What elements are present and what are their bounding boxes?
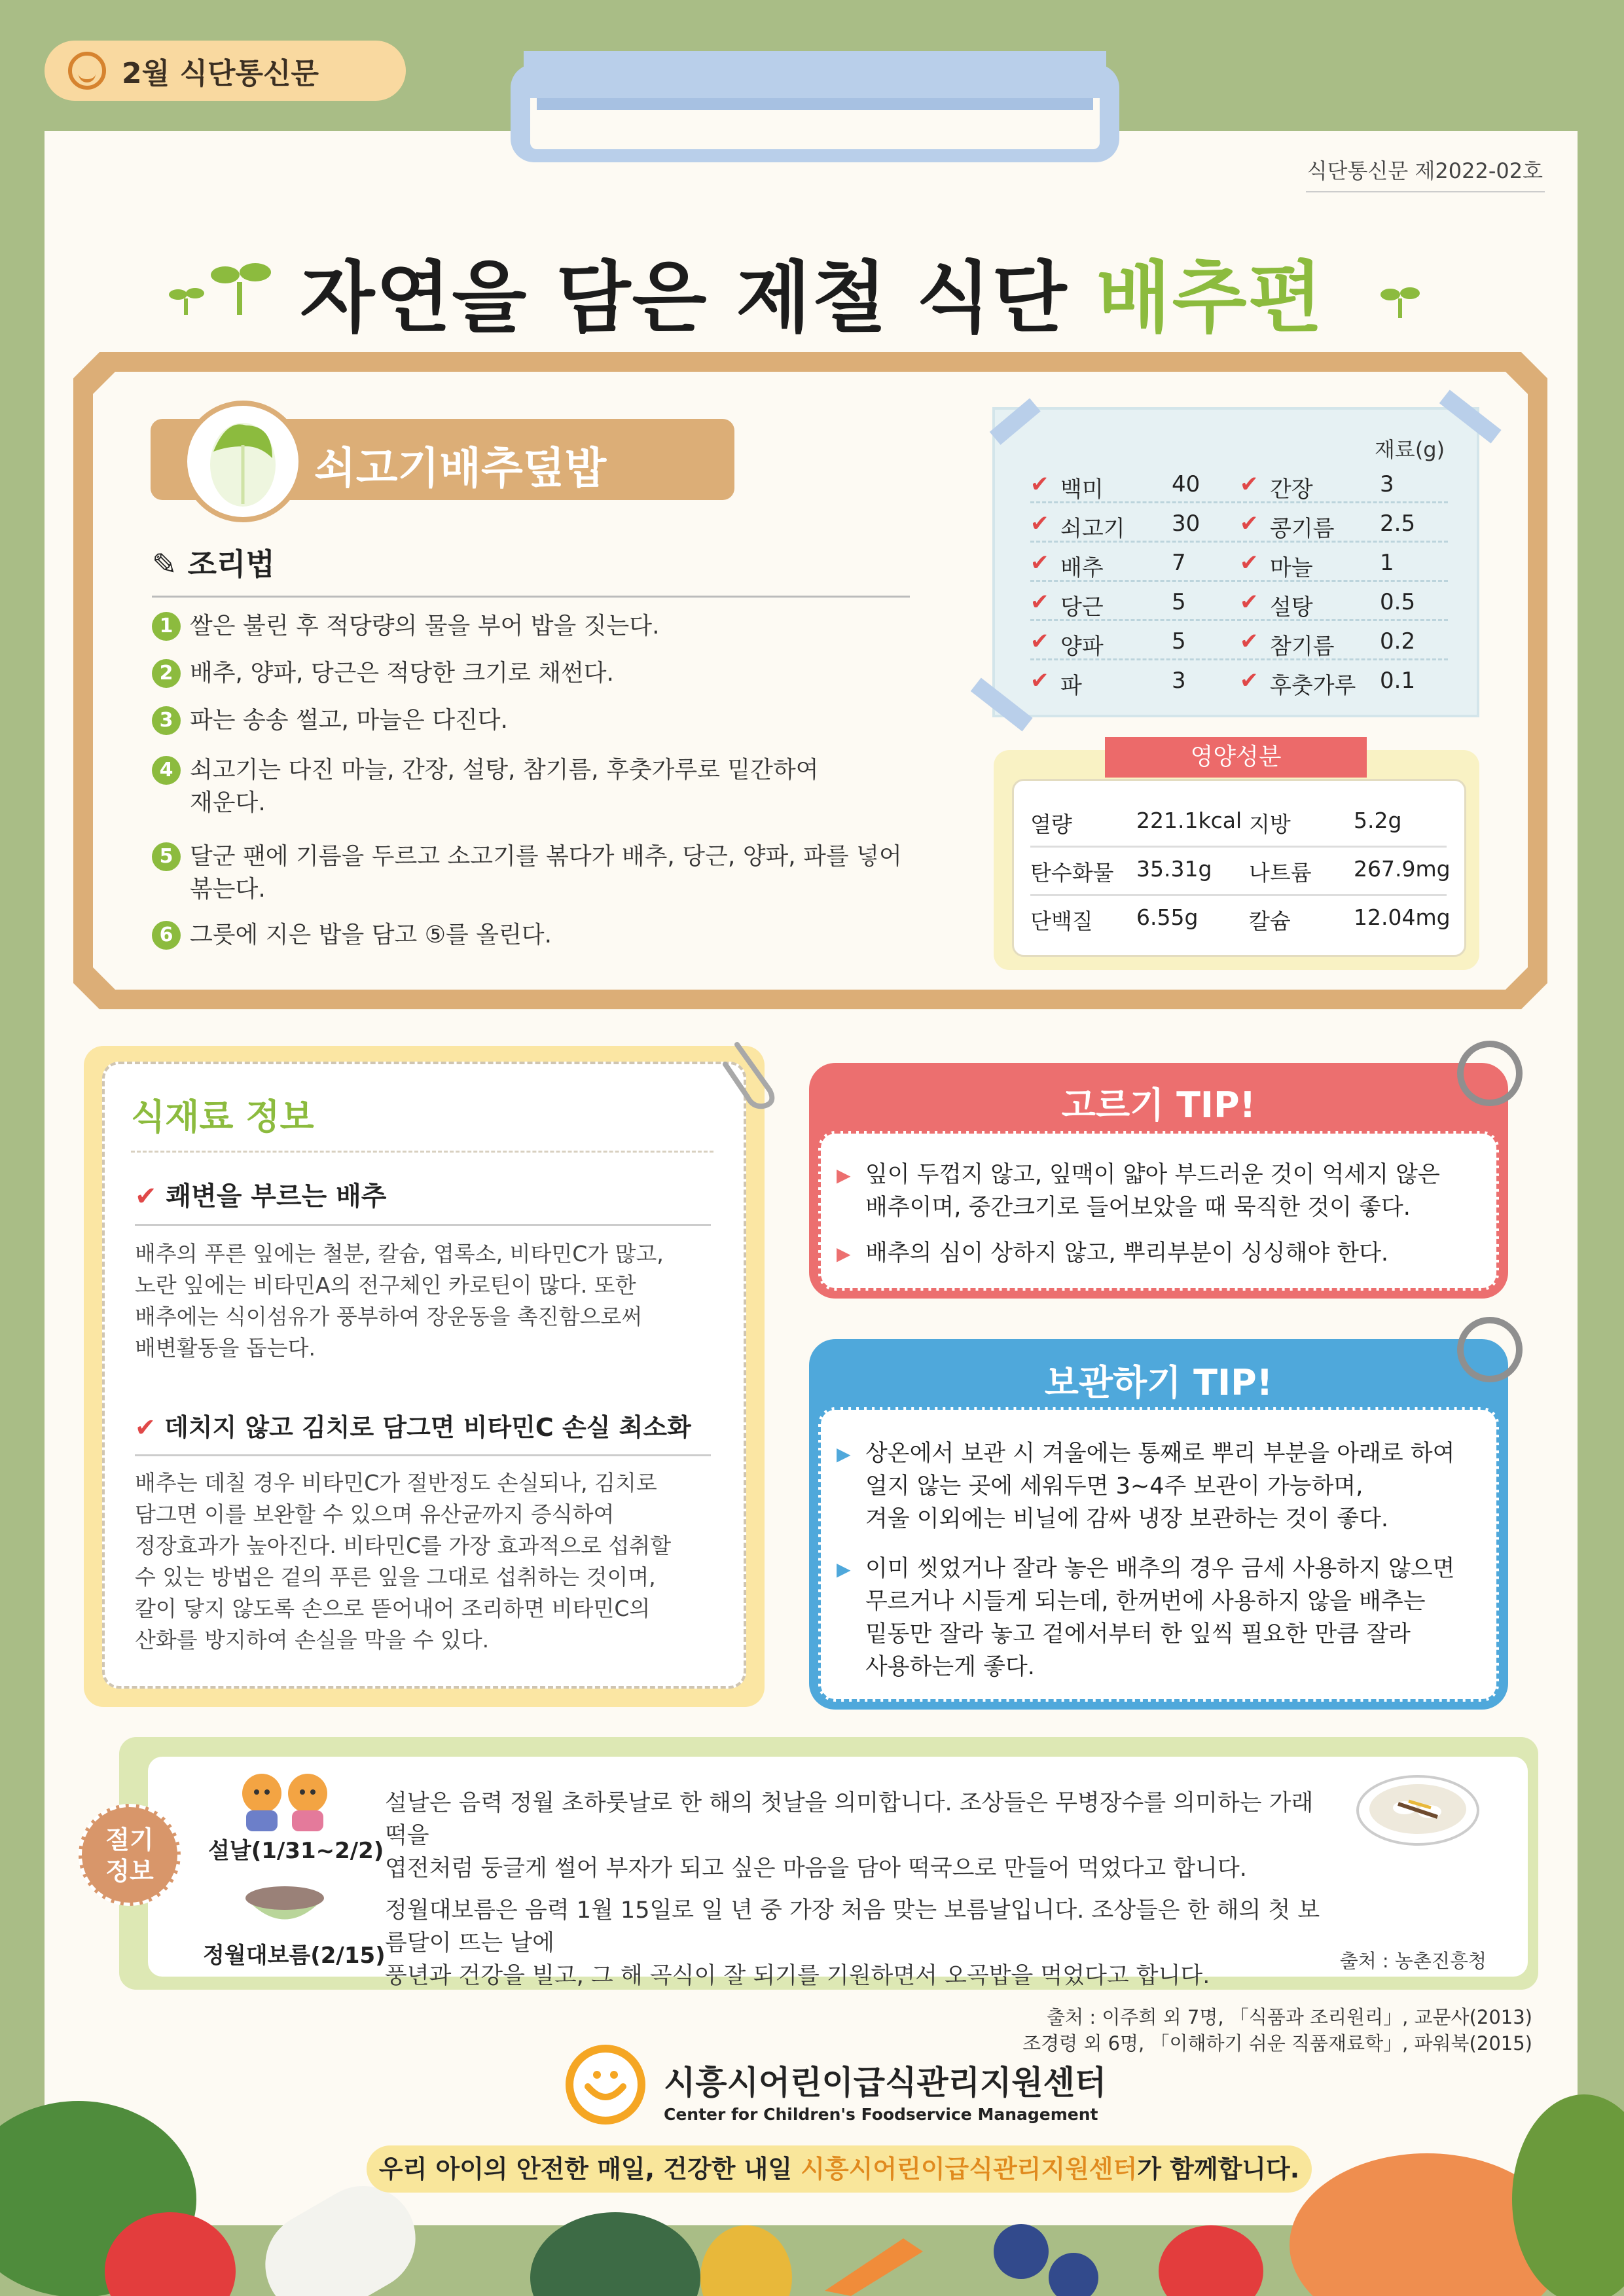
info-subtitle	[135, 1175, 386, 1213]
tip-bullet	[837, 1437, 1465, 1535]
step-text: 그릇에 지은 밥을 담고 ⑤를 올린다.	[190, 922, 552, 948]
nutrient-name: 지방	[1249, 812, 1291, 837]
slogan-part: 가 함께합니다.	[1137, 2155, 1300, 2183]
month-tag	[45, 41, 406, 101]
step-text: 쌀은 불린 후 적당량의 물을 부어 밥을 짓는다.	[190, 613, 660, 639]
tip-line: 이미 씻었거나 잘라 놓은 배추의 경우 금세 사용하지 않으면	[865, 1556, 1455, 1582]
triangle-bullet-icon: ▶	[837, 1243, 851, 1265]
step-text: 파는 송송 썰고, 마늘은 다진다.	[190, 707, 508, 734]
ingredient-amount: 30	[1172, 511, 1200, 537]
check-icon: ✔	[1030, 668, 1049, 694]
paragraph-line: 담그면 이를 보완할 수 있으며 유산균까지 증식하여	[135, 1501, 615, 1527]
tape-icon	[982, 393, 1041, 452]
check-icon: ✔	[135, 1181, 157, 1211]
check-icon: ✔	[1030, 511, 1049, 537]
step-number: 3	[152, 706, 181, 735]
slogan-banner	[367, 2145, 1312, 2193]
ingredient-name: 백미	[1060, 476, 1104, 503]
clipboard-clip-icon	[497, 51, 1132, 182]
check-icon: ✔	[1240, 668, 1259, 694]
sprout-small-icon	[1377, 280, 1423, 319]
check-icon: ✔	[1240, 550, 1259, 576]
paragraph-line: 배추는 데칠 경우 비타민C가 절반정도 손실되나, 김치로	[135, 1470, 657, 1496]
info-subtitle-text: 데치지 않고 김치로 담그면 비타민C 손실 최소화	[164, 1413, 691, 1442]
nutrient-name: 나트륨	[1249, 860, 1312, 886]
ingredient-row	[1030, 504, 1448, 543]
seollal-text	[385, 1787, 1327, 1885]
step-number: 2	[152, 659, 181, 688]
paragraph-line: 수 있는 방법은 겉의 푸른 잎을 그대로 섭취하는 것이며,	[135, 1564, 656, 1590]
recipe-step	[152, 754, 820, 819]
tip-line: 밑동만 잘라 놓고 겉에서부터 한 잎씩 필요한 만큼 잘라	[865, 1621, 1411, 1647]
title-highlight: 배추편	[1096, 253, 1324, 343]
cabbage-icon	[182, 401, 304, 522]
badge-line: 정보	[105, 1857, 154, 1886]
slogan-part: 우리 아이의 안전한 매일, 건강한 내일	[378, 2155, 801, 2183]
issue-divider	[1306, 191, 1545, 192]
ingredient-info-title: 식재료 정보	[131, 1096, 314, 1138]
seasonal-badge	[79, 1804, 181, 1906]
check-icon: ✔	[1240, 471, 1259, 497]
nutrient-name: 단백질	[1030, 908, 1093, 934]
ingredient-name: 당근	[1060, 594, 1104, 620]
reference-line: 출처 : 이주희 외 7명, 「식품과 조리원리」, 교문사(2013)	[1047, 2006, 1532, 2028]
nutrient-name: 칼슘	[1249, 908, 1291, 934]
step-text: 쇠고기는 다진 마늘, 간장, 설탕, 참기름, 후춧가루로 밑간하여 재운다.	[190, 757, 819, 816]
step-text: 달군 팬에 기름을 두르고 소고기를 볶다가 배추, 당근, 양파, 파를 넣어 볶는다.	[190, 843, 902, 903]
sprout-icon	[168, 253, 285, 318]
ingredient-amount: 3	[1172, 668, 1186, 694]
ingredient-name: 후춧가루	[1270, 673, 1356, 699]
ingredient-name: 양파	[1060, 634, 1104, 660]
ingredient-name: 참기름	[1270, 634, 1335, 660]
ingredient-name: 콩기름	[1270, 516, 1335, 542]
boreum-text	[385, 1894, 1327, 1992]
ingredient-unit: 재료(g)	[1375, 437, 1445, 462]
nutrient-value: 12.04mg	[1354, 905, 1451, 930]
paperclip-icon	[717, 1038, 783, 1110]
paragraph-line: 배변활동을 돕는다.	[135, 1335, 316, 1361]
info-paragraph	[135, 1238, 711, 1364]
recipe-step	[152, 657, 924, 690]
tiger-children-icon	[229, 1767, 340, 1833]
divider	[135, 1224, 711, 1226]
check-icon: ✔	[1240, 589, 1259, 615]
tip-line: 사용하는게 좋다.	[865, 1654, 1035, 1680]
nutrient-value: 6.55g	[1136, 905, 1199, 930]
ingredient-row	[1030, 465, 1448, 503]
smile-icon	[68, 52, 106, 90]
tip-line: 배추이며, 중간크기로 들어보았을 때 묵직한 것이 좋다.	[865, 1194, 1411, 1221]
badge-line: 절기	[105, 1825, 154, 1854]
ingredient-amount: 5	[1172, 589, 1186, 615]
recipe-name: 쇠고기배추덮밥	[314, 443, 607, 493]
nutrient-value: 267.9mg	[1354, 856, 1451, 882]
ingredient-amount: 40	[1172, 471, 1200, 497]
ingredient-amount: 0.2	[1380, 628, 1416, 655]
triangle-bullet-icon: ▶	[837, 1164, 851, 1186]
check-icon: ✔	[1030, 550, 1049, 576]
storage-tip-title: 보관하기 TIP!	[1044, 1362, 1273, 1403]
ingredient-name: 파	[1060, 673, 1082, 699]
nutrition-row	[1030, 894, 1451, 942]
info-subtitle	[135, 1407, 691, 1443]
tip-line: 배추의 심이 상하지 않고, 뿌리부분이 싱싱해야 한다.	[865, 1240, 1389, 1266]
ingredient-amount: 1	[1380, 550, 1394, 576]
step-number: 6	[152, 921, 181, 950]
tip-bullet	[837, 1552, 1465, 1683]
seollal-line: 설날은 음력 정월 초하룻날로 한 해의 첫날을 의미합니다. 조상들은 무병장수를 의미하는 가래떡을	[385, 1790, 1314, 1849]
divider	[131, 1151, 713, 1153]
paragraph-line: 노란 잎에는 비타민A의 전구체인 카로틴이 많다. 또한	[135, 1272, 636, 1298]
step-number: 4	[152, 756, 181, 785]
ingredient-row	[1030, 622, 1448, 660]
step-text: 배추, 양파, 당근은 적당한 크기로 채썬다.	[190, 660, 614, 687]
step-number: 1	[152, 612, 181, 641]
recipe-step	[152, 704, 924, 737]
seollal-label: 설날(1/31~2/2)	[208, 1838, 384, 1864]
organization-name-en: Center for Children's Foodservice Management	[664, 2105, 1098, 2124]
boreum-label: 정월대보름(2/15)	[203, 1943, 386, 1969]
ingredient-amount: 0.1	[1380, 668, 1416, 694]
ingredient-amount: 7	[1172, 550, 1186, 576]
reference-line: 조경령 외 6명, 「이해하기 쉬운 직품재료학」, 파워북(2015)	[1022, 2032, 1532, 2054]
check-icon: ✔	[1030, 628, 1049, 655]
boreum-line: 풍년과 건강을 빌고, 그 해 곡식이 잘 되기를 기원하면서 오곡밥을 먹었다고 합니다.	[385, 1963, 1210, 1989]
slogan-highlight: 시흥시어린이급식관리지원센터	[801, 2155, 1138, 2183]
recipe-step	[152, 610, 924, 643]
nutrient-name: 탄수화물	[1030, 860, 1114, 886]
info-subtitle-text: 쾌변을 부르는 배추	[166, 1181, 387, 1211]
seollal-line: 엽전처럼 둥글게 썰어 부자가 되고 싶은 마음을 담아 떡국으로 만들어 먹었다고 합니다.	[385, 1856, 1247, 1882]
nutrition-row	[1030, 797, 1447, 848]
check-icon: ✔	[1030, 471, 1049, 497]
tip-bullet	[837, 1158, 1465, 1224]
seasonal-source: 출처 : 농촌진흥청	[1339, 1950, 1487, 1972]
ingredient-name: 간장	[1270, 476, 1313, 503]
ingredient-amount: 5	[1172, 628, 1186, 655]
ingredient-amount: 0.5	[1380, 589, 1416, 615]
nutrient-value: 35.31g	[1136, 856, 1212, 882]
tip-line: 상온에서 보관 시 겨울에는 통째로 뿌리 부분을 아래로 하여	[865, 1441, 1455, 1467]
title-main: 자연을 담은 제철 식단	[300, 253, 1096, 343]
ingredient-name: 마늘	[1270, 555, 1313, 581]
check-icon: ✔	[1240, 511, 1259, 537]
tape-icon	[962, 674, 1034, 733]
issue-number: 식단통신문 제2022-02호	[1307, 158, 1543, 183]
triangle-bullet-icon: ▶	[837, 1443, 851, 1465]
ingredient-name: 배추	[1060, 555, 1104, 581]
ingredient-amount: 3	[1380, 471, 1394, 497]
nutrition-label: 영양성분	[1105, 737, 1367, 778]
check-icon: ✔	[1240, 628, 1259, 655]
recipe-step	[152, 919, 924, 952]
ingredient-amount: 2.5	[1380, 511, 1416, 537]
info-paragraph	[135, 1467, 711, 1656]
tip-line: 잎이 두껍지 않고, 잎맥이 얇아 부드러운 것이 억세지 않은	[865, 1162, 1440, 1188]
tip-line: 무르거나 시들게 되는데, 한꺼번에 사용하지 않을 배추는	[865, 1588, 1426, 1615]
nutrition-row	[1030, 846, 1451, 896]
binder-ring-icon	[1457, 1317, 1523, 1382]
ingredient-row	[1030, 583, 1448, 621]
paragraph-line: 칼이 닿지 않도록 손으로 뜯어내어 조리하면 비타민C의	[135, 1596, 651, 1621]
paragraph-line: 정장효과가 높아진다. 비타민C를 가장 효과적으로 섭취할	[135, 1533, 672, 1558]
check-icon: ✔	[135, 1413, 156, 1442]
nutrient-value: 5.2g	[1354, 808, 1402, 833]
check-icon: ✔	[1030, 589, 1049, 615]
binder-ring-icon	[1457, 1041, 1523, 1106]
triangle-bullet-icon: ▶	[837, 1558, 851, 1580]
center-logo-icon	[566, 2045, 645, 2125]
method-label: 조리법	[187, 547, 275, 582]
choose-tip-title: 고르기 TIP!	[1061, 1085, 1256, 1126]
rice-cake-soup-icon	[1352, 1771, 1483, 1863]
divider	[135, 1454, 711, 1456]
tip-line: 얼지 않는 곳에 세워두면 3~4주 보관이 가능하며,	[865, 1473, 1363, 1499]
boreum-line: 정월대보름은 음력 1월 15일로 일 년 중 가장 처음 맞는 보름날입니다. 조상들은 한 해의 첫 보름달이 뜨는 날에	[385, 1897, 1320, 1956]
recipe-step	[152, 840, 924, 906]
paragraph-line: 산화를 방지하여 손실을 막을 수 있다.	[135, 1627, 490, 1653]
method-heading: ✎ 조리법	[152, 547, 275, 582]
ingredient-name: 쇠고기	[1060, 516, 1125, 542]
ingredient-row	[1030, 661, 1448, 698]
nutrient-name: 열량	[1030, 812, 1072, 837]
tip-line: 겨울 이외에는 비닐에 감싸 냉장 보관하는 것이 좋다.	[865, 1506, 1389, 1532]
nutrient-value: 221.1kcal	[1136, 808, 1242, 833]
ingredient-name: 설탕	[1270, 594, 1313, 620]
month-tag-label: 2월 식단통신문	[122, 57, 319, 90]
ingredient-row	[1030, 543, 1448, 582]
paragraph-line: 배추에는 식이섬유가 풍부하여 장운동을 촉진함으로써	[135, 1304, 643, 1329]
organization-name: 시흥시어린이급식관리지원센터	[664, 2064, 1107, 2102]
step-number: 5	[152, 842, 181, 871]
paragraph-line: 배추의 푸른 잎에는 철분, 칼슘, 엽록소, 비타민C가 많고,	[135, 1241, 664, 1266]
tip-bullet	[837, 1237, 1465, 1271]
method-divider	[152, 596, 910, 598]
grain-bowl-icon	[242, 1878, 327, 1931]
